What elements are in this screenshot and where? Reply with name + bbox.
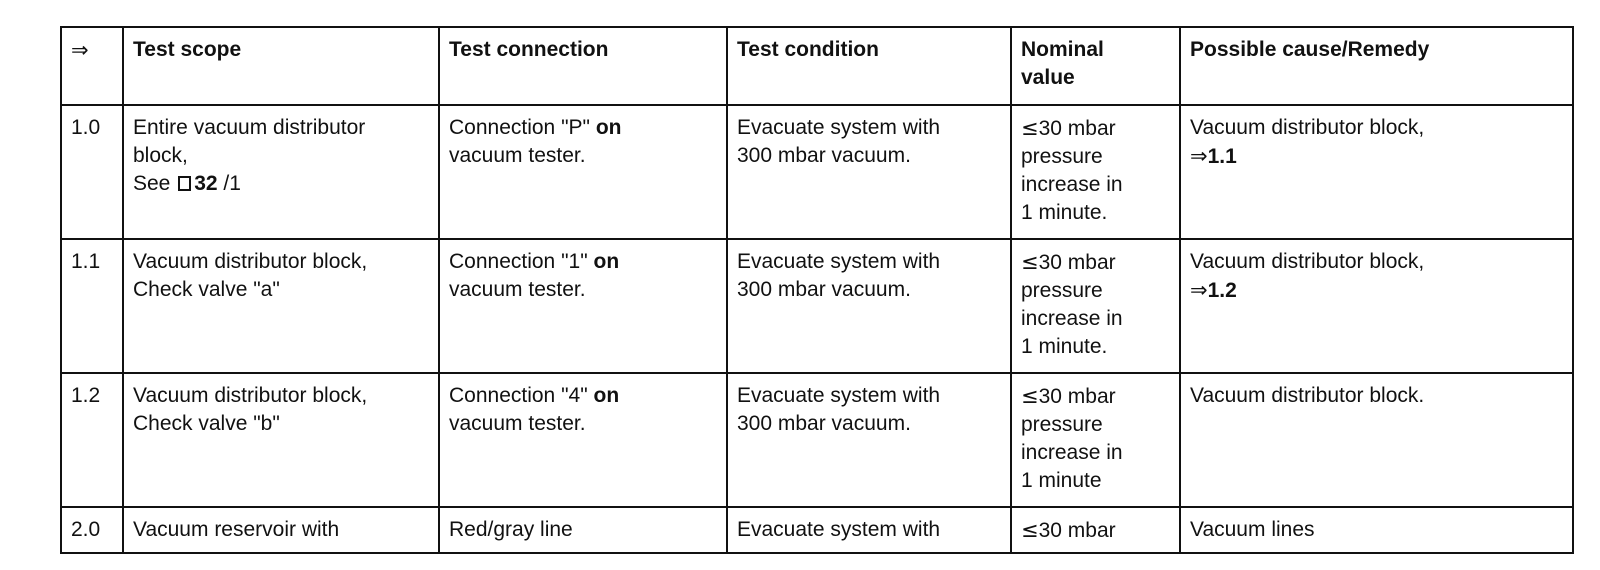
connection-line: Red/gray line (449, 518, 573, 541)
scope-line: Vacuum reservoir with (133, 518, 340, 541)
connection-on: on (593, 250, 620, 273)
step-number: 2.0 (61, 507, 123, 553)
test-scope-cell (123, 507, 439, 553)
connection-line: vacuum tester. (449, 144, 586, 167)
nominal-line: pressure (1021, 279, 1103, 302)
remedy-step-link[interactable] (1190, 142, 1564, 171)
condition-line: 300 mbar vacuum. (737, 278, 911, 301)
nominal-amount: 30 mbar (1038, 117, 1116, 140)
vacuum-test-table (60, 26, 1574, 554)
test-condition-cell (727, 239, 1011, 373)
remedy-step-ref: 1.2 (1207, 279, 1237, 302)
nominal-value-cell (1011, 239, 1180, 373)
condition-line: 300 mbar vacuum. (737, 412, 911, 435)
table-row (61, 239, 1573, 373)
scope-line: Check valve "a" (133, 278, 280, 301)
scope-reference (133, 170, 430, 198)
connection-on: on (595, 116, 622, 139)
connection-text: Connection "P" (449, 116, 596, 139)
table-header-row (61, 27, 1573, 105)
nominal-line: 1 minute. (1021, 335, 1108, 358)
header-nominal-line2: value (1021, 66, 1075, 89)
nominal-line: increase in (1021, 441, 1123, 464)
condition-line: Evacuate system with (737, 384, 941, 407)
see-label: See (133, 172, 171, 195)
nominal-amount: 30 mbar (1038, 519, 1116, 542)
test-scope-cell (123, 239, 439, 373)
page-reference-icon (178, 176, 191, 191)
scope-line: Check valve "b" (133, 412, 280, 435)
possible-cause-cell (1180, 105, 1573, 239)
remedy-line: Vacuum lines (1190, 518, 1315, 541)
nominal-line: increase in (1021, 173, 1123, 196)
connection-line (449, 114, 718, 142)
nominal-line: 1 minute (1021, 469, 1102, 492)
right-double-arrow-icon: ⇒ (71, 38, 89, 62)
header-possible-cause: Possible cause/Remedy (1180, 27, 1573, 105)
less-or-equal-icon: ≤ (1021, 518, 1039, 542)
nominal-value-cell (1011, 373, 1180, 507)
connection-line: vacuum tester. (449, 278, 586, 301)
scope-line: Vacuum distributor block, (133, 384, 368, 407)
header-nominal-line1: Nominal (1021, 38, 1104, 61)
nominal-line (1021, 382, 1171, 411)
scope-line: Vacuum distributor block, (133, 250, 368, 273)
nominal-line (1021, 248, 1171, 277)
connection-line (449, 382, 718, 410)
reference-tail: /1 (217, 172, 241, 195)
connection-line: vacuum tester. (449, 412, 586, 435)
condition-line: Evacuate system with (737, 116, 941, 139)
remedy-line: Vacuum distributor block. (1190, 384, 1425, 407)
test-condition-cell (727, 507, 1011, 553)
step-number: 1.1 (61, 239, 123, 373)
nominal-line: pressure (1021, 145, 1103, 168)
connection-text: Connection "1" (449, 250, 594, 273)
nominal-value-cell (1011, 507, 1180, 553)
test-connection-cell (439, 373, 727, 507)
test-scope-cell (123, 373, 439, 507)
nominal-line: 1 minute. (1021, 201, 1108, 224)
nominal-line: increase in (1021, 307, 1123, 330)
nominal-line: pressure (1021, 413, 1103, 436)
condition-line: Evacuate system with (737, 250, 941, 273)
less-or-equal-icon: ≤ (1021, 384, 1039, 408)
less-or-equal-icon: ≤ (1021, 116, 1039, 140)
scope-line: block, (133, 144, 188, 167)
table-row (61, 105, 1573, 239)
right-double-arrow-icon: ⇒ (1190, 144, 1208, 168)
remedy-line: Vacuum distributor block, (1190, 116, 1425, 139)
header-test-scope: Test scope (123, 27, 439, 105)
remedy-line: Vacuum distributor block, (1190, 250, 1425, 273)
remedy-step-link[interactable] (1190, 276, 1564, 305)
right-double-arrow-icon: ⇒ (1190, 278, 1208, 302)
connection-text: Connection "4" (449, 384, 594, 407)
reference-number: 32 (194, 172, 218, 195)
test-connection-cell (439, 507, 727, 553)
possible-cause-cell (1180, 373, 1573, 507)
header-test-condition: Test condition (727, 27, 1011, 105)
test-table-page (60, 26, 1572, 554)
header-step-arrow (61, 27, 123, 105)
test-condition-cell (727, 105, 1011, 239)
connection-on: on (593, 384, 620, 407)
table-row (61, 507, 1573, 553)
test-scope-cell (123, 105, 439, 239)
condition-line: Evacuate system with (737, 518, 941, 541)
possible-cause-cell (1180, 507, 1573, 553)
possible-cause-cell (1180, 239, 1573, 373)
remedy-step-ref: 1.1 (1207, 145, 1237, 168)
nominal-amount: 30 mbar (1038, 385, 1116, 408)
nominal-line (1021, 516, 1171, 545)
connection-line (449, 248, 718, 276)
less-or-equal-icon: ≤ (1021, 250, 1039, 274)
condition-line: 300 mbar vacuum. (737, 144, 911, 167)
step-number: 1.0 (61, 105, 123, 239)
scope-line: Entire vacuum distributor (133, 116, 366, 139)
nominal-amount: 30 mbar (1038, 251, 1116, 274)
test-connection-cell (439, 239, 727, 373)
header-nominal-value (1011, 27, 1180, 105)
test-connection-cell (439, 105, 727, 239)
step-number: 1.2 (61, 373, 123, 507)
header-test-connection: Test connection (439, 27, 727, 105)
nominal-line (1021, 114, 1171, 143)
test-condition-cell (727, 373, 1011, 507)
nominal-value-cell (1011, 105, 1180, 239)
table-row (61, 373, 1573, 507)
